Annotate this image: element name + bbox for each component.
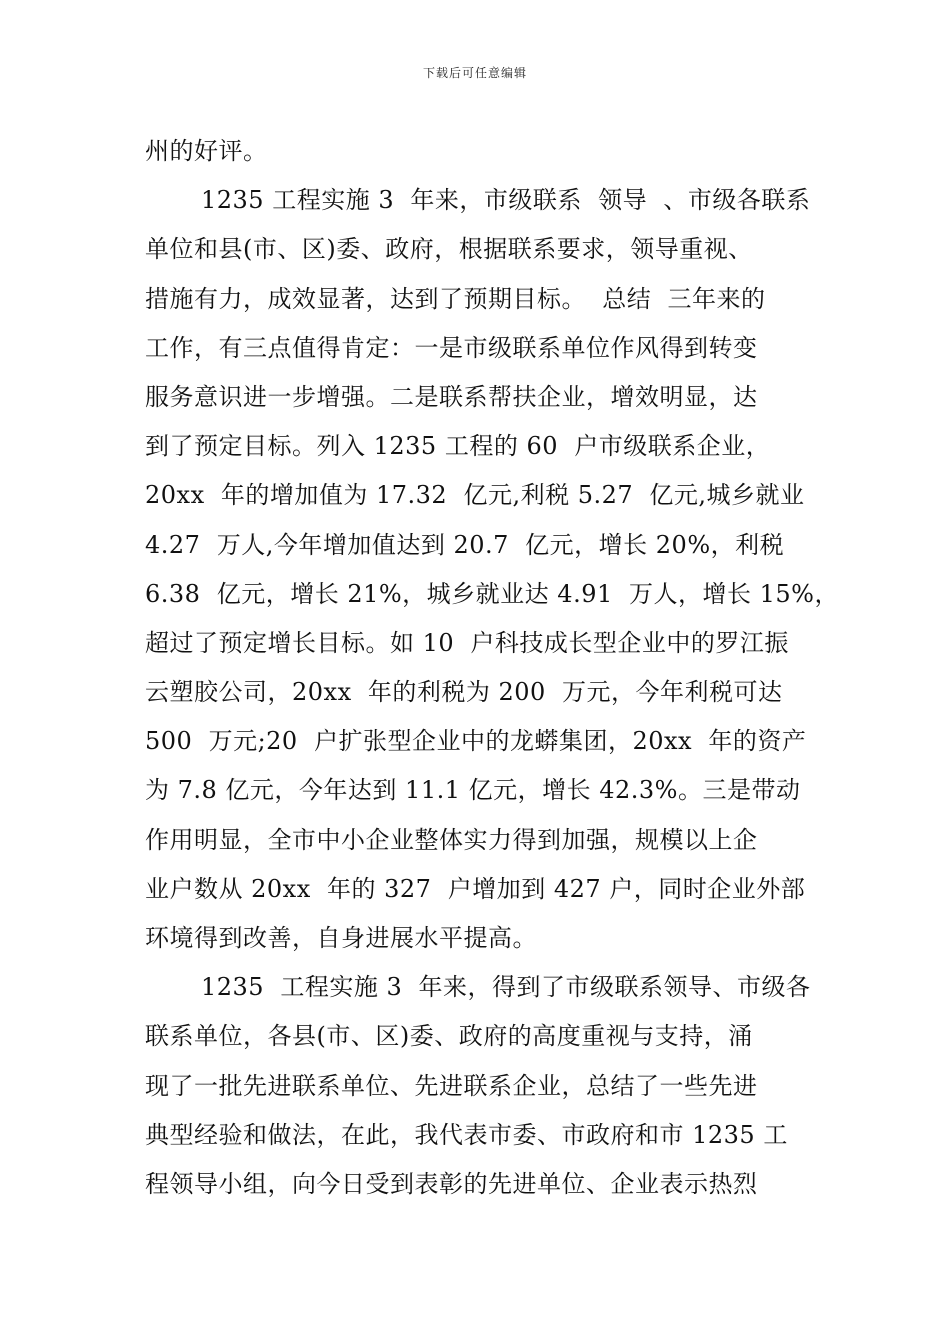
text-line: 单位和县(市、区)委、政府，根据联系要求，领导重视、 bbox=[145, 235, 753, 264]
text-line: 典型经验和做法，在此，我代表市委、市政府和市 1235 工 bbox=[145, 1120, 788, 1149]
text-line: 服务意识进一步增强。二是联系帮扶企业，增效明显，达 bbox=[145, 382, 758, 411]
page-header: 下载后可任意编辑 bbox=[422, 66, 527, 80]
text-line: 为 7.8 亿元，今年达到 11.1 亿元，增长 42.3%。三是带动 bbox=[145, 776, 801, 805]
text-line: 工作，有三点值得肯定：一是市级联系单位作风得到转变 bbox=[145, 333, 758, 362]
text-line: 4.27 万人,今年增加值达到 20.7 亿元，增长 20%，利税 bbox=[145, 530, 785, 559]
text-line: 到了预定目标。列入 1235 工程的 60 户市级联系企业， bbox=[145, 432, 771, 461]
document-body bbox=[145, 135, 839, 1217]
text-line: 500 万元;20 户扩张型企业中的龙蟒集团，20xx 年的资产 bbox=[145, 727, 807, 756]
text-line: 云塑胶公司，20xx 年的利税为 200 万元，今年利税可达 bbox=[145, 678, 783, 707]
text-line: 现了一批先进联系单位、先进联系企业，总结了一些先进 bbox=[145, 1071, 758, 1100]
text-line: 1235 工程实施 3 年来，得到了市级联系领导、市级各 bbox=[201, 973, 811, 1002]
text-line: 20xx 年的增加值为 17.32 亿元,利税 5.27 亿元,城乡就业 bbox=[145, 481, 805, 510]
text-line: 州的好评。 bbox=[145, 137, 268, 165]
text-line: 程领导小组，向今日受到表彰的先进单位、企业表示热烈 bbox=[145, 1169, 758, 1198]
text-line: 环境得到改善，自身进展水平提高。 bbox=[145, 924, 537, 952]
text-line: 联系单位，各县(市、区)委、政府的高度重视与支持，涌 bbox=[145, 1022, 753, 1051]
text-line: 1235 工程实施 3 年来，市级联系 领导 、市级各联系 bbox=[201, 186, 811, 215]
text-line: 超过了预定增长目标。如 10 户科技成长型企业中的罗江振 bbox=[145, 628, 789, 657]
text-line: 6.38 亿元，增长 21%，城乡就业达 4.91 万人，增长 15%， bbox=[145, 579, 839, 608]
text-line: 措施有力，成效显著，达到了预期目标。 总结 三年来的 bbox=[145, 284, 766, 313]
text-line: 业户数从 20xx 年的 327 户增加到 427 户，同时企业外部 bbox=[145, 874, 806, 903]
text-line: 作用明显，全市中小企业整体实力得到加强，规模以上企 bbox=[145, 825, 758, 854]
